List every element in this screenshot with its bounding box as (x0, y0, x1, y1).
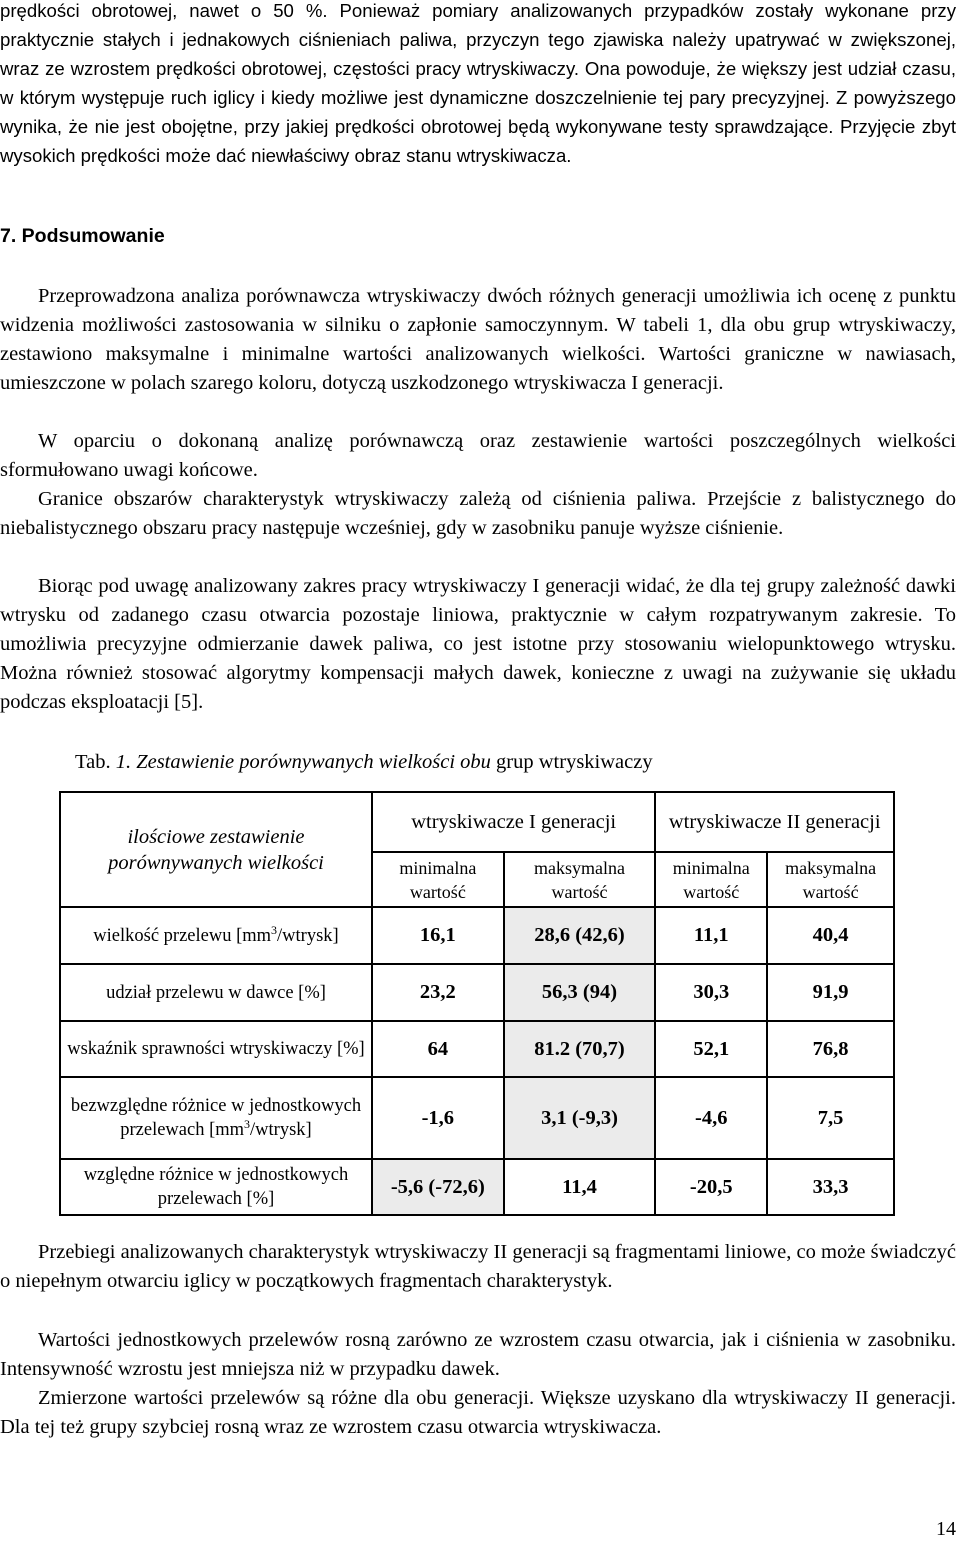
table-corner-header: ilościowe zestawienie porównywanych wielkości (60, 792, 372, 907)
row-label: względne różnice w jednostkowych przelewach [%] (60, 1159, 372, 1215)
table-row (60, 964, 894, 1021)
table-cell: 30,3 (655, 964, 767, 1021)
caption-prefix: Tab. (75, 751, 116, 773)
caption-title: Zestawienie porównywanych wielkości obu (131, 751, 497, 773)
comparison-table (59, 791, 895, 1216)
table-cell: 33,3 (767, 1159, 894, 1215)
body-text: Przeprowadzona analiza porównawcza wtryskiwaczy dwóch różnych generacji umożliwia ich ocenę z punktu widzenia możliwości zastosowania w silniku o zapłonie samoczynnym. W tabeli 1, dla obu grup wtryskiwaczy, zestawiono maksymalne i minimalne wartości analizowanych wielkości. Wartości graniczne w nawiasach, umieszczone w polach szarego koloru, dotyczą uszkodzonego wtryskiwacza I generacji. (0, 285, 956, 394)
body-text: Przebiegi analizowanych charakterystyk wtryskiwaczy II generacji są fragmentami liniowe, co może świadczyć o niepełnym otwarciu iglicy w początkowych fragmentach charakterystyk. (0, 1241, 956, 1292)
row-label: bezwzględne różnice w jednostkowych przelewach $[mm^3/wtrysk]$ (60, 1077, 372, 1159)
paragraph-conclusion-2 (0, 1326, 956, 1384)
table-cell: 7,5 (767, 1077, 894, 1159)
table-cell: 76,8 (767, 1021, 894, 1077)
table-cell: 81.2 (70,7) (504, 1021, 656, 1077)
paragraph-summary-3 (0, 485, 956, 543)
gen1-min-header: minimalna wartość (372, 852, 504, 907)
table-cell: -5,6 (-72,6) (372, 1159, 504, 1215)
paragraph-conclusion-1 (0, 1238, 956, 1296)
table-cell: 40,4 (767, 907, 894, 964)
table-row (60, 1021, 894, 1077)
table-cell: 52,1 (655, 1021, 767, 1077)
table-caption (75, 748, 653, 777)
section-heading: 7. Podsumowanie (0, 225, 165, 247)
paragraph-conclusion-3 (0, 1384, 956, 1442)
table-cell: -4,6 (655, 1077, 767, 1159)
table-cell: 16,1 (372, 907, 504, 964)
table-cell: 23,2 (372, 964, 504, 1021)
paragraph-intro (0, 0, 956, 170)
paragraph-summary-4 (0, 572, 956, 717)
body-text: Granice obszarów charakterystyk wtryskiwaczy zależą od ciśnienia paliwa. Przejście z balistycznego do niebalistycznego obszaru pracy następuje wcześniej, gdy w zasobniku panuje wyższe ciśnienie. (0, 488, 956, 539)
table-cell: -1,6 (372, 1077, 504, 1159)
table-cell: 28,6 (42,6) (504, 907, 656, 964)
gen2-max-header: maksymalna wartość (767, 852, 894, 907)
body-text: W oparciu o dokonaną analizę porównawczą oraz zestawienie wartości poszczególnych wielkości sformułowano uwagi końcowe. (0, 430, 956, 481)
body-text: Wartości jednostkowych przelewów rosną zarówno ze wzrostem czasu otwarcia, jak i ciśnienia w zasobniku. Intensywność wzrostu jest mniejsza niż w przypadku dawek. (0, 1329, 956, 1380)
gen2-min-header: minimalna wartość (655, 852, 767, 907)
gen1-max-header: maksymalna wartość (504, 852, 656, 907)
table-row (60, 1159, 894, 1215)
table-cell: 11,1 (655, 907, 767, 964)
table-cell: 64 (372, 1021, 504, 1077)
table-cell: 11,4 (504, 1159, 656, 1215)
table-cell: -20,5 (655, 1159, 767, 1215)
table-row (60, 1077, 894, 1159)
paragraph-summary-2 (0, 427, 956, 485)
row-label: wielkość przelewu $[mm^3/wtrysk]$ (60, 907, 372, 964)
table-cell: 3,1 (-9,3) (504, 1077, 656, 1159)
table-row (60, 907, 894, 964)
gen1-header: wtryskiwacze I generacji (372, 792, 655, 852)
body-text: Biorąc pod uwagę analizowany zakres pracy wtryskiwaczy I generacji widać, że dla tej grupy zależność dawki wtrysku od zadanego czasu otwarcia pozostaje liniowa, praktycznie w całym rozpatrywanym zakresie. To umożliwia precyzyjne odmierzanie dawek paliwa, co jest istotne przy stosowaniu wielopunktowego wtrysku. Można również stosować algorytmy kompensacji małych dawek, konieczne z uwagi na zużywanie się układu podczas eksploatacji [5]. (0, 575, 956, 713)
caption-number: 1. (115, 751, 132, 773)
caption-tail: grup wtryskiwaczy (496, 751, 653, 773)
row-label: udział przelewu w dawce [%] (60, 964, 372, 1021)
table-cell: 56,3 (94) (504, 964, 656, 1021)
body-text: prędkości obrotowej, nawet o 50 %. Ponieważ pomiary analizowanych przypadków zostały wykonane przy praktycznie stałych i jednakowych ciśnieniach paliwa, przyczyn tego zjawiska należy upatrywać w zwiększonej, wraz ze wzrostem prędkości obrotowej, częstości pracy wtryskiwaczy. Ona powoduje, że większy jest udział czasu, w którym występuje ruch iglicy i kiedy możliwe jest dynamiczne doszczelnienie tej pary precyzyjnej. Z powyższego wynika, że nie jest obojętne, przy jakiej prędkości obrotowej będą wykonywane testy sprawdzające. Przyjęcie zbyt wysokich prędkości może dać niewłaściwy obraz stanu wtryskiwacza. (0, 0, 956, 166)
paragraph-summary-1 (0, 282, 956, 398)
gen2-header: wtryskiwacze II generacji (655, 792, 894, 852)
row-label: wskaźnik sprawności wtryskiwaczy [%] (60, 1021, 372, 1077)
table-header-row (60, 792, 894, 852)
page-number: 14 (936, 1518, 956, 1540)
table-cell: 91,9 (767, 964, 894, 1021)
body-text: Zmierzone wartości przelewów są różne dla obu generacji. Większe uzyskano dla wtryskiwaczy II generacji. Dla tej też grupy szybciej rosną wraz ze wzrostem czasu otwarcia wtryskiwacza. (0, 1387, 956, 1438)
